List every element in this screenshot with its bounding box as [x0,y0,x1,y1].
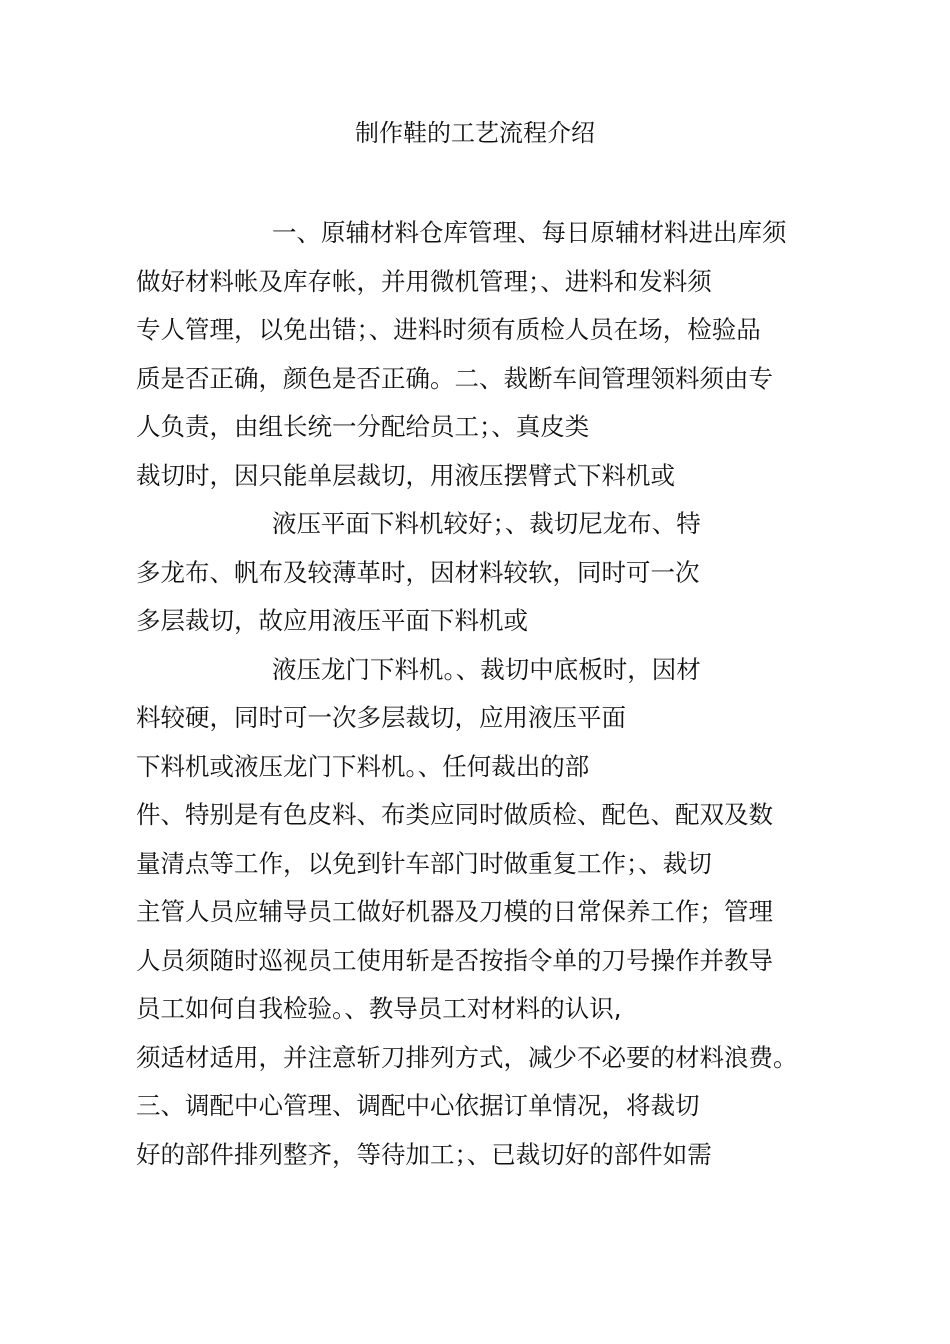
text-line: 液压龙门下料机。、裁切中底板时，因材 [272,654,701,684]
text-line: 主管人员应辅导员工做好机器及刀模的日常保养工作；管理 [136,897,773,926]
text-line: 员工如何自我检验。、教导员工对材料的认识, [136,994,622,1023]
text-line: 人员须随时巡视员工使用斩是否按指令单的刀号操作并教导 [136,945,773,975]
text-line: 下料机或液压龙门下料机。、任何裁出的部 [136,751,590,781]
text-line: 一、原辅材料仓库管理、每日原辅材料进出库须 [272,218,787,247]
text-line: 件、特别是有色皮料、布类应同时做质检、配色、配双及数 [136,800,773,829]
text-line: 三、调配中心管理、调配中心依据订单情况，将裁切 [136,1091,700,1120]
text-line: 料较硬，同时可一次多层裁切，应用液压平面 [136,703,626,732]
text-line: 须适材适用，并注意斩刀排列方式，减少不必要的材料浪费。 [136,1042,798,1072]
text-line: 专人管理，以免出错；、进料时须有质检人员在场，检验品 [136,315,761,344]
text-line: 量清点等工作，以免到针车部门时做重复工作；、裁切 [136,848,712,878]
text-line: 多层裁切，故应用液压平面下料机或 [136,606,528,635]
text-line: 裁切时，因只能单层裁切，用液压摆臂式下料机或 [136,460,675,490]
document-title: 制作鞋的工艺流程介绍 [355,119,595,147]
text-line: 好的部件排列整齐，等待加工；、已裁切好的部件如需 [136,1139,712,1169]
document-body [136,214,826,1184]
text-line: 人负责，由组长统一分配给员工；、真皮类 [136,412,590,441]
text-line: 多龙布、帆布及较薄革时，因材料较软，同时可一次 [136,557,700,587]
text-line: 质是否正确，颜色是否正确。二、裁断车间管理领料须由专 [136,363,773,393]
text-line: 做好材料帐及库存帐，并用微机管理；、进料和发料须 [136,266,712,296]
text-line: 液压平面下料机较好；、裁切尼龙布、特 [272,509,701,538]
